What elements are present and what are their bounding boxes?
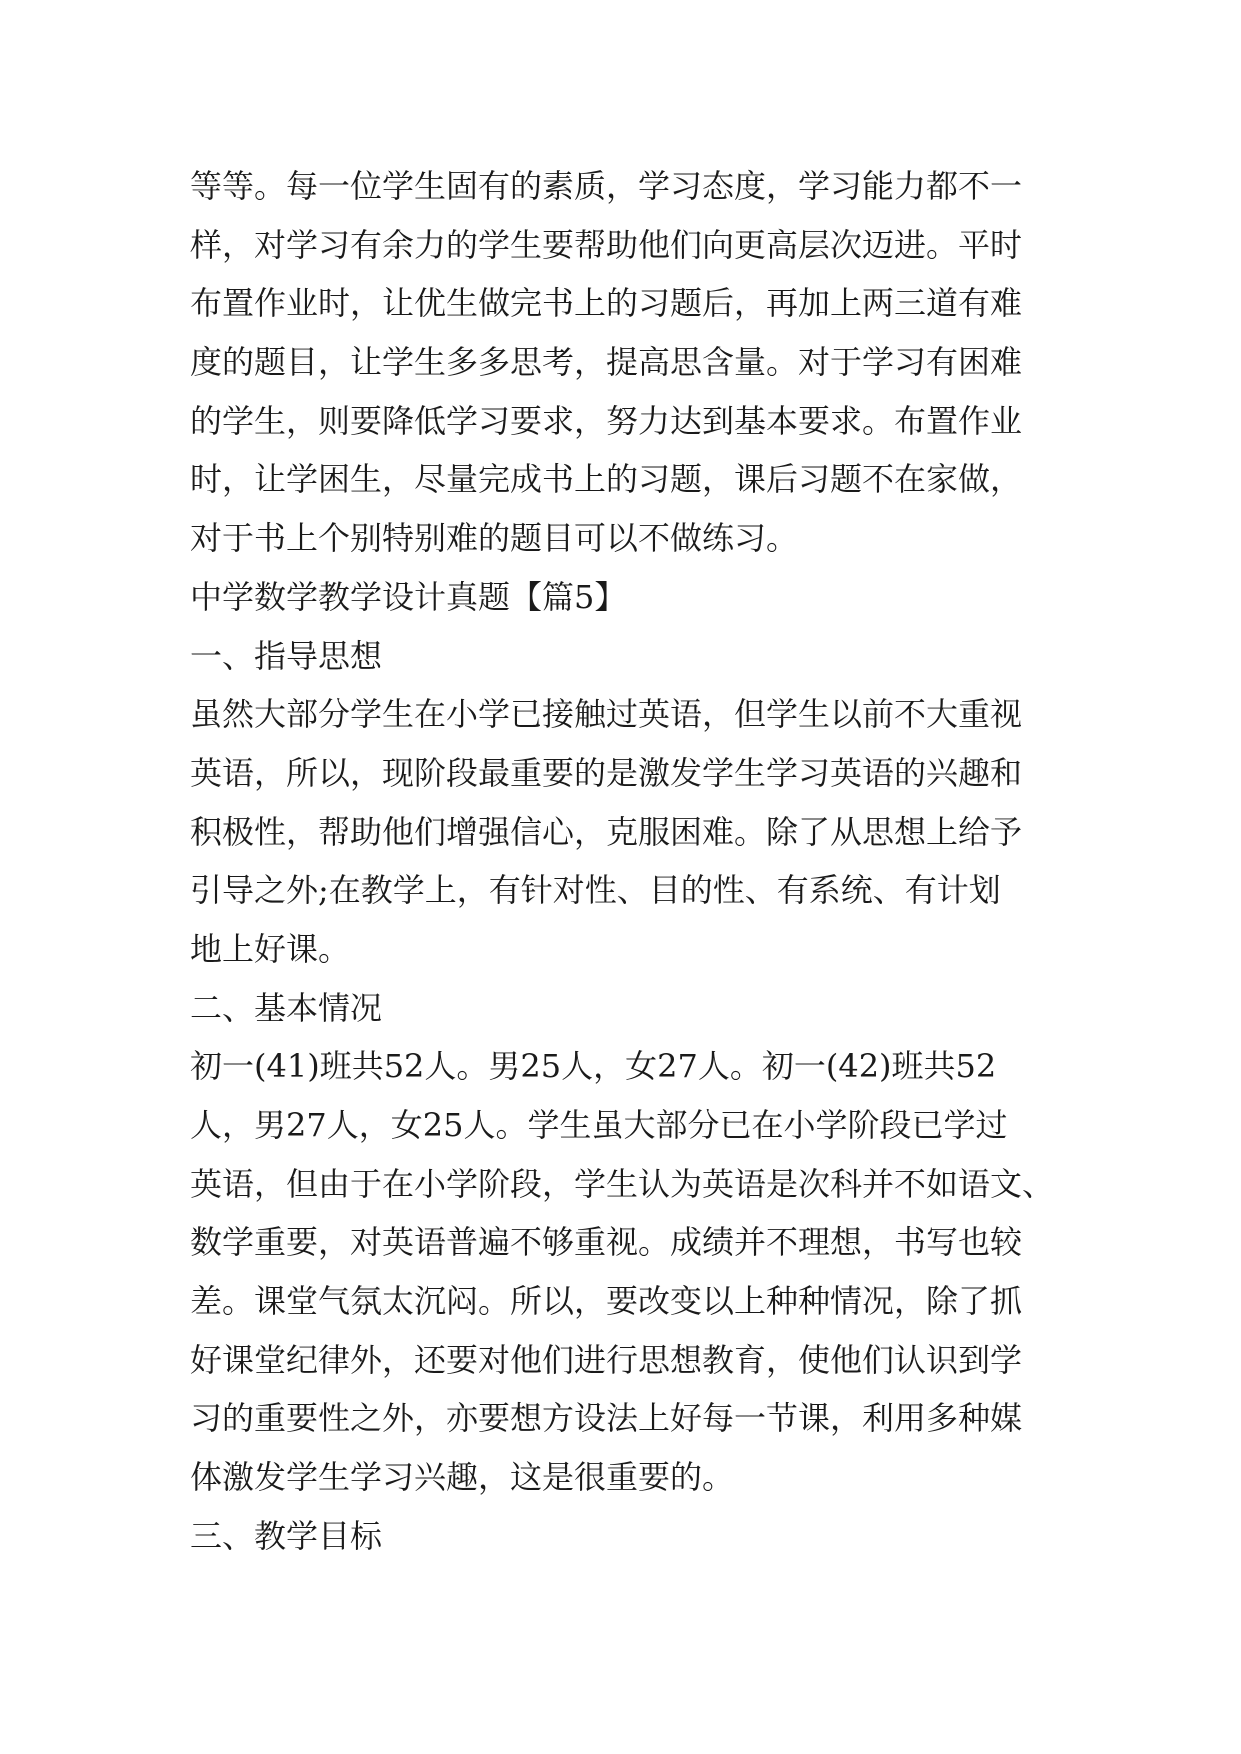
section-heading: 三、教学目标	[190, 1516, 383, 1555]
text-line: 人，男27人，女25人。学生虽大部分已在小学阶段已学过	[190, 1106, 1008, 1144]
text-line: 对于书上个别特别难的题目可以不做练习。	[190, 519, 799, 558]
document-body	[190, 157, 1070, 1566]
text-line: 地上好课。	[190, 929, 351, 968]
section-heading: 一、指导思想	[190, 636, 383, 675]
text-line: 初一(41)班共52人。男25人，女27人。初一(42)班共52	[190, 1047, 997, 1086]
text-line: 时，让学困生，尽量完成书上的习题，课后习题不在家做，	[190, 460, 1023, 499]
section-title: 中学数学教学设计真题【篇5】	[190, 577, 627, 616]
text-line: 习的重要性之外，亦要想方设法上好每一节课，利用多种媒	[190, 1399, 1023, 1438]
text-line: 的学生，则要降低学习要求，努力达到基本要求。布置作业	[190, 401, 1023, 440]
text-line: 引导之外;在教学上，有针对性、目的性、有系统、有计划	[190, 871, 1001, 910]
text-line: 好课堂纪律外，还要对他们进行思想教育，使他们认识到学	[190, 1340, 1023, 1379]
text-line: 积极性，帮助他们增强信心，克服困难。除了从思想上给予	[190, 812, 1023, 851]
text-line: 布置作业时，让优生做完书上的习题后，再加上两三道有难	[190, 284, 1023, 323]
text-line: 度的题目，让学生多多思考，提高思含量。对于学习有困难	[190, 343, 1023, 382]
section-heading: 二、基本情况	[190, 988, 383, 1027]
text-line: 英语，所以，现阶段最重要的是激发学生学习英语的兴趣和	[190, 753, 1023, 792]
text-line: 体激发学生学习兴趣，这是很重要的。	[190, 1458, 735, 1497]
text-line: 数学重要，对英语普遍不够重视。成绩并不理想，书写也较	[190, 1223, 1023, 1262]
text-line: 差。课堂气氛太沉闷。所以，要改变以上种种情况，除了抓	[190, 1282, 1023, 1321]
text-line: 等等。每一位学生固有的素质，学习态度，学习能力都不一	[190, 167, 1023, 205]
text-line: 样，对学习有余力的学生要帮助他们向更高层次迈进。平时	[190, 225, 1023, 264]
text-line: 英语，但由于在小学阶段，学生认为英语是次科并不如语文、	[190, 1164, 1055, 1203]
text-line: 虽然大部分学生在小学已接触过英语，但学生以前不大重视	[190, 695, 1023, 734]
